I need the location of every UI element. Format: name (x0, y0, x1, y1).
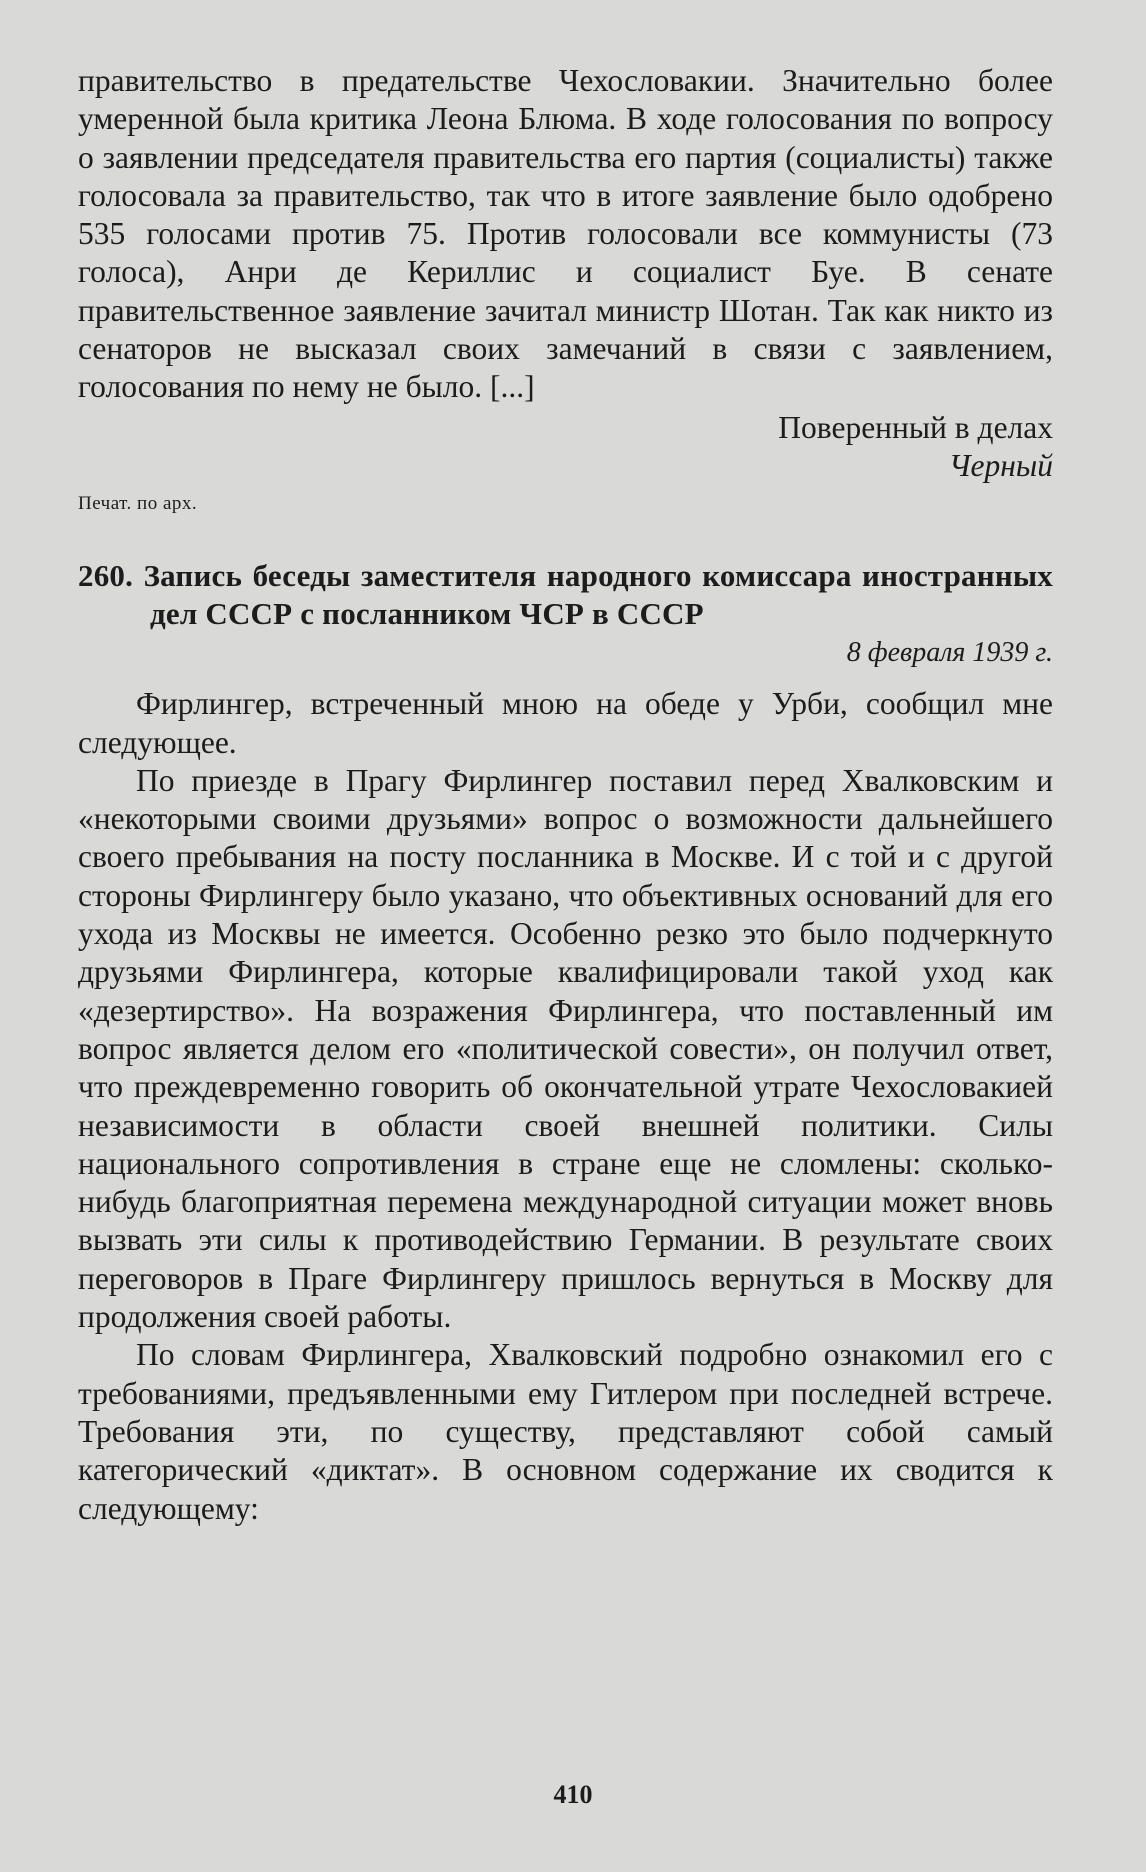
body-paragraph-1: Фирлингер, встреченный мною на обеде у Урби, сообщил мне следующее. (78, 686, 1053, 760)
document-number: 260. (78, 558, 134, 594)
document-title: Запись беседы заместителя народного комиссара иностранных дел СССР с посланником ЧСР в СССР (143, 558, 1053, 632)
signature-block (78, 409, 1053, 486)
body-paragraph-2: По приезде в Прагу Фирлингер поставил перед Хвалковским и «некоторыми своими друзьями» вопрос о возможности дальнейшего своего пребывания на посту посланника в Москве. И с той и с другой стороны Фирлингеру было указано, что объективных оснований для его ухода из Москвы не имеется. Особенно резко это было подчеркнуто друзьями Фирлингера, которые квалифицировали такой уход как «дезертирство». На возражения Фирлингера, что поставленный им вопрос является делом его «политической совести», он получил ответ, что преждевременно говорить об окончательной утрате Чехословакией независимости в области своей внешней политики. Силы национального сопротивления в стране еще не сломлены: сколько-нибудь благоприятная перемена международной ситуации может вновь вызвать эти силы к противодействию Германии. В результате своих переговоров в Праге Фирлингеру пришлось вернуться в Москву для продолжения своей работы. (78, 762, 1053, 1335)
document-date: 8 февраля 1939 г. (846, 637, 1053, 669)
document-heading (78, 557, 1053, 633)
body-paragraph-3: По словам Фирлингера, Хвалковский подробно ознакомил его с требованиями, предъявленными ему Гитлером при последней встрече. Требования эти, по существу, представляют собой самый категорический «диктат». В основном содержание их сводится к следующему: (78, 1337, 1053, 1526)
signature-name: Черный (948, 447, 1053, 483)
signature-title: Поверенный в делах (778, 409, 1053, 445)
book-page (78, 62, 1053, 1528)
page-number: 410 (553, 1780, 593, 1809)
continued-paragraph: правительство в предательстве Чехословакии. Значительно более умеренной была критика Леона Блюма. В ходе голосования по вопросу о заявлении председателя правительства его партия (социалисты) также голосовала за правительство, так что в итоге заявление было одобрено 535 голосами против 75. Против голосовали все коммунисты (73 голоса), Анри де Кериллис и социалист Буе. В сенате правительственное заявление зачитал министр Шотан. Так как никто из сенаторов не высказал своих замечаний в связи с заявлением, голосования по нему не было. [...] (78, 63, 1053, 405)
source-note: Печат. по арх. (78, 493, 198, 515)
